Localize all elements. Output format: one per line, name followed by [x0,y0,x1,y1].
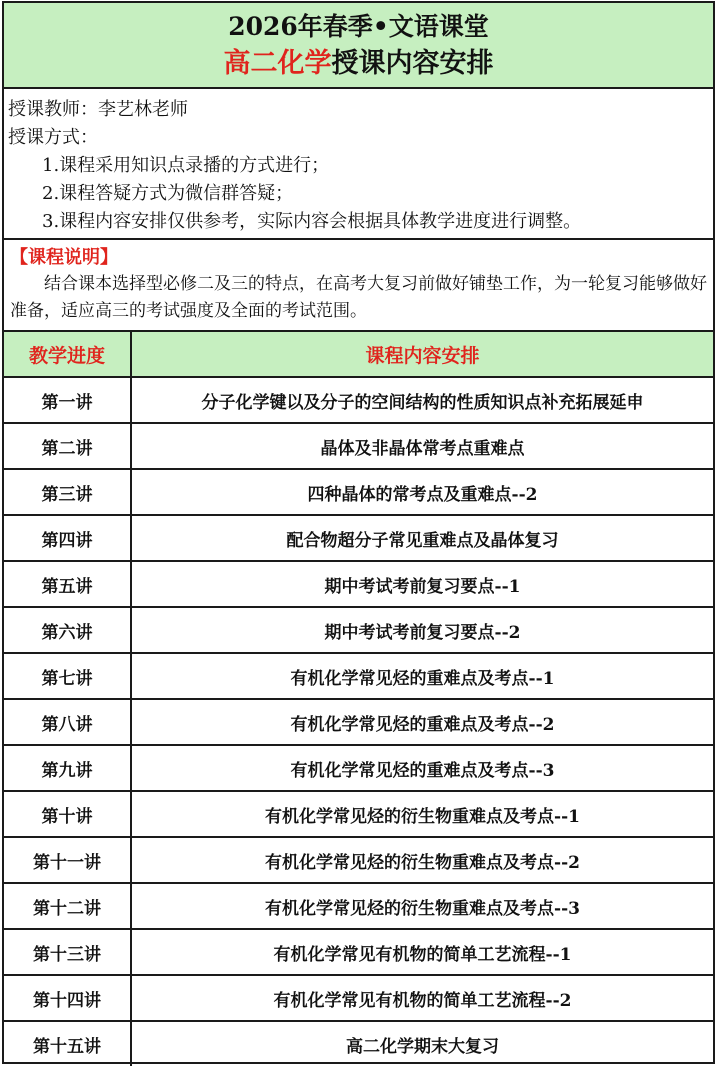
description-block [4,240,713,332]
content-cell: 分子化学键以及分子的空间结构的性质知识点补充拓展延申 [131,377,713,423]
content-cell: 晶体及非晶体常考点重难点 [131,423,713,469]
schedule-sheet [2,1,715,1064]
lecture-cell: 第九讲 [4,745,131,791]
content-cell: 有机化学常见有机物的简单工艺流程--2 [131,975,713,1021]
title-subject: 高二化学 [223,48,332,79]
content-cell: 期中考试考前复习要点--1 [131,561,713,607]
content-cell: 有机化学常见烃的重难点及考点--1 [131,653,713,699]
title-block [4,3,713,89]
lecture-cell: 第一讲 [4,377,131,423]
content-cell: 高二化学期末大复习 [131,1021,713,1066]
content-cell: 有机化学常见有机物的简单工艺流程--1 [131,929,713,975]
method-item: 2.课程答疑方式为微信群答疑； [42,183,294,204]
table-row [4,377,713,423]
table-row [4,883,713,929]
description-text: 结合课本选择型必修二及三的特点，在高考大复习前做好铺垫工作，为一轮复习能够做好准备，适应高三的考试强度及全面的考试范围。 [10,274,707,321]
lecture-cell: 第三讲 [4,469,131,515]
table-row [4,423,713,469]
table-row [4,1021,713,1066]
lecture-cell: 第十五讲 [4,1021,131,1066]
table-row [4,975,713,1021]
content-cell: 四种晶体的常考点及重难点--2 [131,469,713,515]
table-row [4,929,713,975]
content-cell: 期中考试考前复习要点--2 [131,607,713,653]
teacher-line: 授课教师：李艺林老师 [8,99,188,120]
title-line-1: 2026年春季•文语课堂 [228,12,489,41]
content-cell: 有机化学常见烃的重难点及考点--2 [131,699,713,745]
lecture-cell: 第七讲 [4,653,131,699]
schedule-table [4,332,713,1066]
lecture-cell: 第六讲 [4,607,131,653]
lecture-cell: 第五讲 [4,561,131,607]
lecture-cell: 第十讲 [4,791,131,837]
content-cell: 有机化学常见烃的衍生物重难点及考点--2 [131,837,713,883]
table-header-row [4,332,713,377]
info-block [4,89,713,240]
description-title: 【课程说明】 [10,247,118,268]
table-row [4,745,713,791]
content-cell: 有机化学常见烃的衍生物重难点及考点--3 [131,883,713,929]
lecture-cell: 第十三讲 [4,929,131,975]
table-row [4,653,713,699]
table-row [4,561,713,607]
lecture-cell: 第四讲 [4,515,131,561]
method-label: 授课方式： [8,127,98,148]
method-item: 3.课程内容安排仅供参考，实际内容会根据具体教学进度进行调整。 [42,211,582,232]
table-row [4,607,713,653]
content-cell: 配合物超分子常见重难点及晶体复习 [131,515,713,561]
title-suffix: 授课内容安排 [331,48,494,79]
lecture-cell: 第十四讲 [4,975,131,1021]
table-row [4,515,713,561]
title-line-2 [4,46,713,82]
column-header-progress: 教学进度 [4,332,131,377]
table-row [4,699,713,745]
method-item: 1.课程采用知识点录播的方式进行； [42,155,330,176]
table-row [4,837,713,883]
lecture-cell: 第十二讲 [4,883,131,929]
column-header-content: 课程内容安排 [131,332,713,377]
lecture-cell: 第八讲 [4,699,131,745]
lecture-cell: 第二讲 [4,423,131,469]
table-row [4,469,713,515]
table-row [4,791,713,837]
content-cell: 有机化学常见烃的衍生物重难点及考点--1 [131,791,713,837]
lecture-cell: 第十一讲 [4,837,131,883]
content-cell: 有机化学常见烃的重难点及考点--3 [131,745,713,791]
